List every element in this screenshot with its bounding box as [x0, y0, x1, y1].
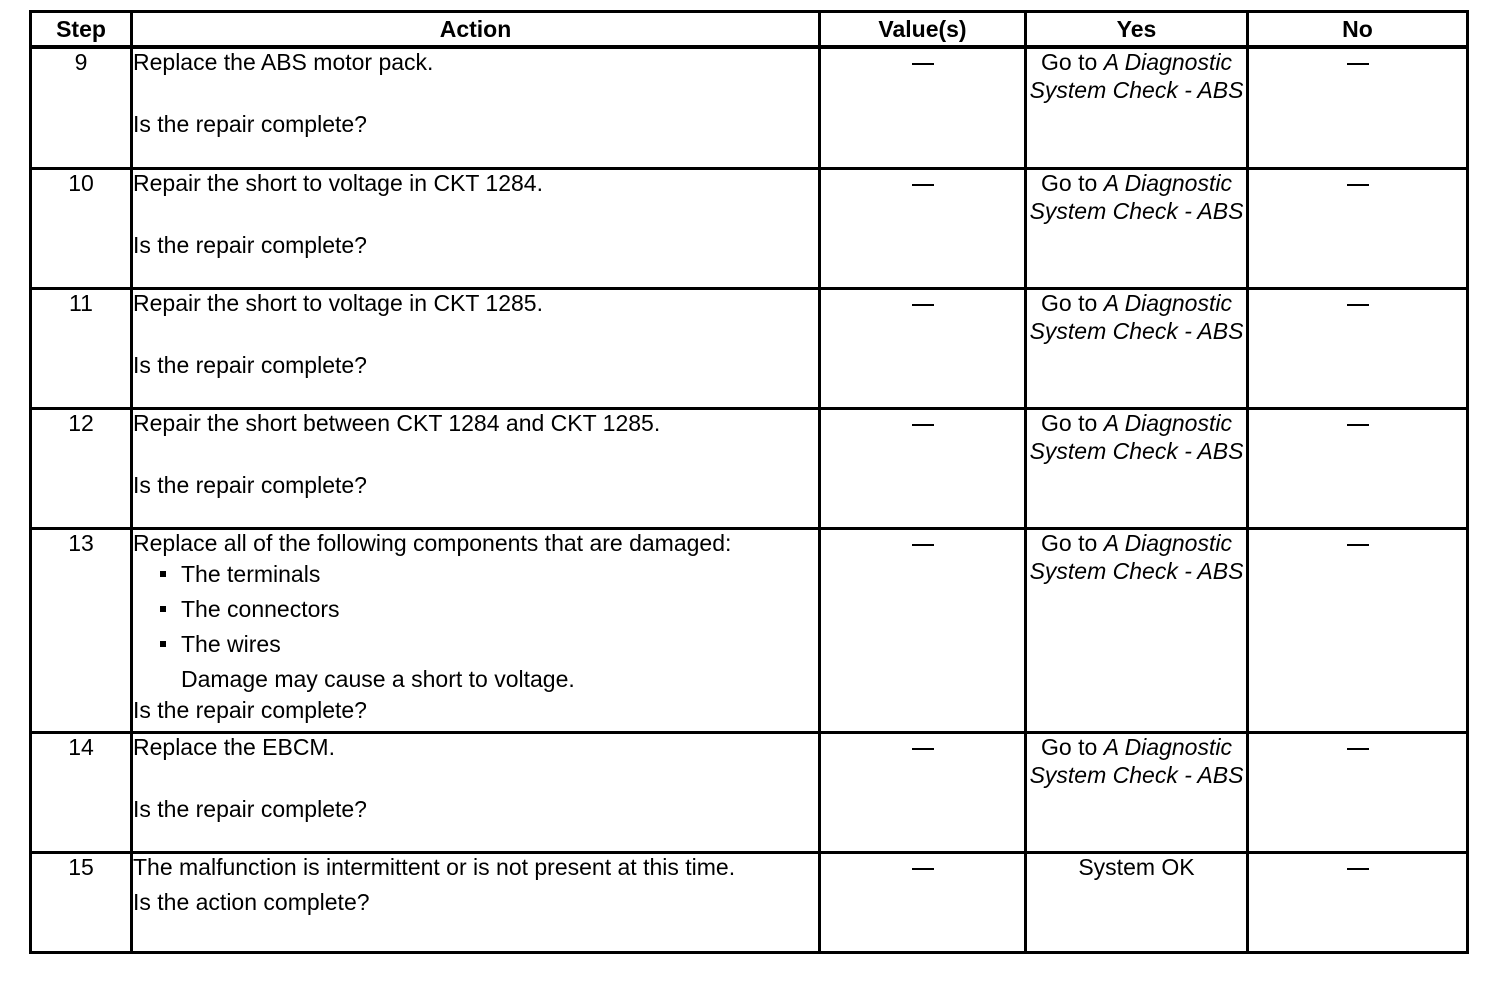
action-cell	[132, 529, 820, 733]
component-list	[133, 557, 818, 662]
dash	[912, 544, 934, 546]
action-question: Is the repair complete?	[133, 697, 367, 723]
no-cell	[1248, 169, 1468, 289]
action-cell	[132, 289, 820, 409]
action-cell	[132, 733, 820, 853]
no-cell	[1248, 409, 1468, 529]
dash	[912, 184, 934, 186]
dash	[1347, 304, 1369, 306]
dash	[1347, 424, 1369, 426]
yes-link[interactable]: A Diagnostic System Check - ABS	[1029, 49, 1244, 103]
action-text: The malfunction is intermittent or is not present at this time.	[133, 854, 736, 880]
action-text: Repair the short to voltage in CKT 1284.	[133, 170, 543, 196]
action-question: Is the action complete?	[133, 889, 370, 915]
yes-prefix: Go to	[1041, 530, 1104, 556]
no-cell	[1248, 47, 1468, 169]
action-question: Is the repair complete?	[133, 796, 367, 822]
dash	[912, 63, 934, 65]
value-cell	[820, 853, 1026, 953]
step-number: 13	[31, 529, 132, 733]
yes-cell	[1026, 853, 1248, 953]
yes-prefix: Go to	[1041, 49, 1104, 75]
dash	[1347, 184, 1369, 186]
action-question: Is the repair complete?	[133, 472, 367, 498]
step-number: 12	[31, 409, 132, 529]
yes-link[interactable]: A Diagnostic System Check - ABS	[1029, 530, 1244, 584]
yes-prefix: Go to	[1041, 290, 1104, 316]
action-question: Is the repair complete?	[133, 352, 367, 378]
header-no: No	[1248, 12, 1468, 48]
action-cell	[132, 409, 820, 529]
yes-prefix: Go to	[1041, 734, 1104, 760]
dash	[912, 868, 934, 870]
step-number: 14	[31, 733, 132, 853]
action-text: Replace the EBCM.	[133, 734, 335, 760]
table-row	[31, 289, 1468, 409]
list-item: The terminals	[157, 557, 818, 592]
dash	[1347, 63, 1369, 65]
table-row	[31, 529, 1468, 733]
dash	[912, 424, 934, 426]
header-step: Step	[31, 12, 132, 48]
value-cell	[820, 169, 1026, 289]
no-cell	[1248, 529, 1468, 733]
dash	[912, 304, 934, 306]
dash	[912, 748, 934, 750]
value-cell	[820, 733, 1026, 853]
action-cell	[132, 47, 820, 169]
diagnostic-table	[29, 10, 1469, 954]
system-ok-text: System OK	[1078, 854, 1195, 880]
step-number: 11	[31, 289, 132, 409]
yes-link[interactable]: A Diagnostic System Check - ABS	[1029, 734, 1244, 788]
no-cell	[1248, 733, 1468, 853]
action-question: Is the repair complete?	[133, 232, 367, 258]
yes-link[interactable]: A Diagnostic System Check - ABS	[1029, 290, 1244, 344]
yes-cell[interactable]	[1026, 169, 1248, 289]
table-row	[31, 733, 1468, 853]
step-number: 15	[31, 853, 132, 953]
action-text: Repair the short to voltage in CKT 1285.	[133, 290, 543, 316]
action-text: Replace the ABS motor pack.	[133, 49, 434, 75]
step-number: 10	[31, 169, 132, 289]
dash	[1347, 868, 1369, 870]
header-row	[31, 12, 1468, 48]
yes-prefix: Go to	[1041, 170, 1104, 196]
header-action: Action	[132, 12, 820, 48]
yes-cell[interactable]	[1026, 409, 1248, 529]
no-cell	[1248, 853, 1468, 953]
action-text: Repair the short between CKT 1284 and CKT 1285.	[133, 410, 661, 436]
table-row	[31, 853, 1468, 953]
action-cell	[132, 169, 820, 289]
dash	[1347, 544, 1369, 546]
table-row	[31, 409, 1468, 529]
header-yes: Yes	[1026, 12, 1248, 48]
step-number: 9	[31, 47, 132, 169]
action-question: Is the repair complete?	[133, 111, 367, 137]
table-row	[31, 169, 1468, 289]
value-cell	[820, 47, 1026, 169]
no-cell	[1248, 289, 1468, 409]
action-text: Replace all of the following components that are damaged:	[133, 530, 732, 556]
yes-prefix: Go to	[1041, 410, 1104, 436]
yes-link[interactable]: A Diagnostic System Check - ABS	[1029, 410, 1244, 464]
yes-cell[interactable]	[1026, 529, 1248, 733]
yes-cell[interactable]	[1026, 47, 1248, 169]
list-item: The wires	[157, 627, 818, 662]
action-cell	[132, 853, 820, 953]
action-note: Damage may cause a short to voltage.	[181, 666, 575, 692]
header-values: Value(s)	[820, 12, 1026, 48]
yes-link[interactable]: A Diagnostic System Check - ABS	[1029, 170, 1244, 224]
value-cell	[820, 529, 1026, 733]
value-cell	[820, 289, 1026, 409]
yes-cell[interactable]	[1026, 733, 1248, 853]
yes-cell[interactable]	[1026, 289, 1248, 409]
table-row	[31, 47, 1468, 169]
dash	[1347, 748, 1369, 750]
value-cell	[820, 409, 1026, 529]
list-item: The connectors	[157, 592, 818, 627]
